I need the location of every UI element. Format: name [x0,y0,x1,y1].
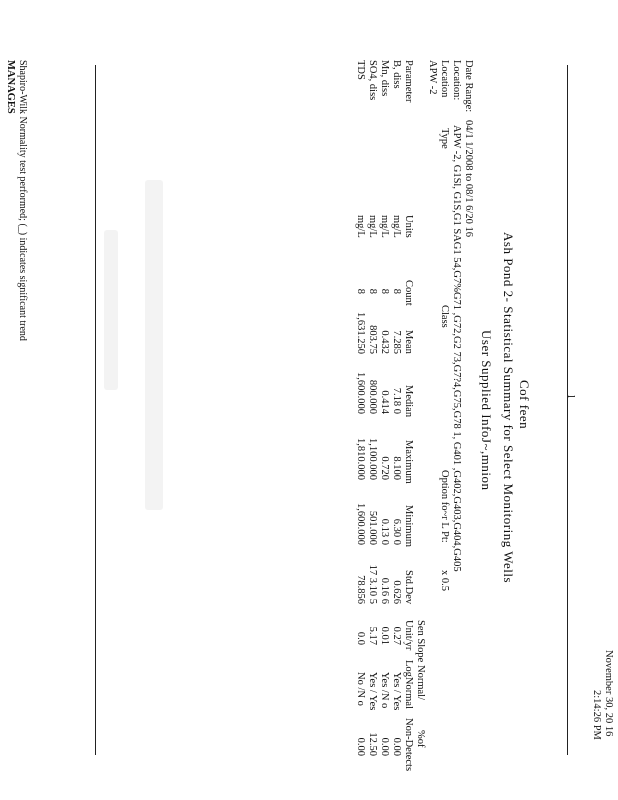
option-label: Option fo~r L Pt: [439,470,450,543]
table-cell-maximum: 0.720 [379,456,390,480]
table-cell-count: 8 [379,288,390,294]
table-cell-minimum: 0.13 0 [379,518,390,545]
date-range-value: 04/1 1/2008 to 08/1 6/20 16 [463,120,474,237]
table-cell-stddev: 0.626 [391,580,402,604]
col-header-nondetects: %of [415,730,426,748]
table-cell-count: 8 [391,288,402,294]
option-value: x 0.5 [439,570,450,591]
location2-label: Location [439,60,450,98]
col-header-mean: Mean [403,330,414,354]
table-cell-mean: 7.285 [391,330,402,354]
table-cell-parameter: TDS [355,60,366,80]
table-cell-stddev: 78.856 [355,575,366,604]
col-header-lognormal: LogNormal [403,660,414,709]
table-cell-median: 0.414 [379,390,390,414]
table-cell-mean: 0.432 [379,330,390,354]
table-cell-minimum: 1,600.000 [355,503,366,545]
scan-bleed [145,180,163,510]
location-value: APW -2, G1Sl, G1S,G1 SAG1 54,G7%G71 ,G72,G2 73,G7?4,G75,G78 1, G401 ,G402,G403,G404,G405 [451,125,462,572]
col-header-units: Units [403,215,414,238]
col-header-count: Count [403,280,414,306]
col-header-nondetects-2: Non-Detects [403,718,414,772]
table-cell-sen-slope: 5.17 [367,626,378,645]
col-header-minimum: Minimum [403,505,414,548]
table-cell-units: mg/L [379,215,390,238]
table-cell-units: mg/L [391,215,402,238]
report-title: Ash Pond 2- Statistical Summary for Select Monitoring Wells [501,232,516,584]
col-header-stddev: Std.Dev [403,570,414,605]
table-cell-nondetects: 0.00 [391,737,402,756]
table-cell-normal: Yes /N o [379,672,390,709]
table-cell-sen-slope: 0.27 [391,626,402,645]
bottom-rule [95,65,96,755]
table-cell-parameter: Mn, diss [379,60,390,97]
table-cell-stddev: 0.16 6 [379,577,390,604]
col-header-median: Median [403,385,414,418]
table-cell-normal: Yes / Yes [391,672,402,711]
table-cell-units: mg/L [367,215,378,238]
table-cell-count: 8 [367,288,378,294]
report-title-line1: Cof feen [517,380,532,430]
table-cell-median: 800.000 [367,379,378,414]
class-label: Class [439,305,450,328]
apw-label: APW -2 [427,60,438,95]
col-header-normal: Normal/ [415,665,426,700]
table-cell-mean: 803.75 [367,325,378,354]
table-cell-minimum: 501.000 [367,510,378,545]
table-cell-units: mg/L [355,215,366,238]
report-time: 2:14:26 PM [591,690,602,740]
table-cell-median: 1,600.000 [355,372,366,414]
footer-note: Shapiro-Wilk Normality test performed; (_) indicates significant trend [17,60,28,341]
table-cell-nondetects: 12.50 [367,732,378,756]
footer-manages: MANAGES [5,60,16,114]
scan-bleed [104,230,118,390]
col-header-maximum: Maximum [403,440,414,484]
table-cell-parameter: B, diss [391,60,402,89]
report-date: November 30, 20 16 [603,650,614,737]
col-header-sen-slope: Sen Slope [415,620,426,663]
table-cell-maximum: 8.100 [391,456,402,480]
col-header-unit-yr: Unit/yr [403,620,414,651]
table-cell-minimum: 6.30 0 [391,518,402,545]
table-cell-stddev: 17 3.10 5 [367,564,378,604]
table-cell-normal: No /N o [355,672,366,706]
report-subtitle: User Supplied InfoJ~,mnion [479,330,494,491]
table-cell-maximum: 1,100.000 [367,438,378,480]
table-cell-sen-slope: 0.0 [355,631,366,645]
table-cell-parameter: SO4, diss [367,60,378,101]
table-cell-median: 7.18 0 [391,387,402,414]
table-cell-mean: 1,631.250 [355,312,366,354]
table-cell-nondetects: 0.00 [355,737,366,756]
table-cell-sen-slope: 0.01 [379,626,390,645]
table-cell-normal: Yes / Yes [367,672,378,711]
col-header-parameter: Parameter [403,60,414,103]
table-cell-nondetects: 0.00 [379,737,390,756]
date-range-label: Date Range: [463,60,474,113]
type-label: Type [439,128,450,149]
table-cell-count: 8 [355,288,366,294]
page-mark: l [565,395,576,398]
table-cell-maximum: 1,810.000 [355,438,366,480]
top-rule [567,65,568,755]
location-label: Location: [451,60,462,101]
